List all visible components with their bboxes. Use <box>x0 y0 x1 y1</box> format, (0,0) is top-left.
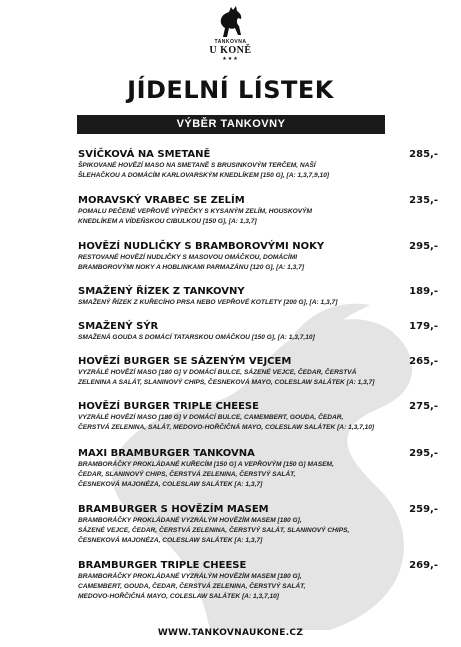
logo-name: U KONĚ <box>209 45 252 56</box>
menu-item-price: 179,- <box>409 321 438 332</box>
menu-item-price: 235,- <box>409 195 438 206</box>
menu-item-description: SMAŽENÝ ŘÍZEK Z KUŘECÍHO PRSA NEBO VEPŘOVÉ KOTLETY [200 G], [A: 1,3,7] <box>78 299 338 306</box>
menu-item-description: BRAMBORÁČKY PROKLÁDANÉ VYZRÁLÝM HOVĚZÍM MASEM [180 G], <box>78 517 302 524</box>
menu-item-description: ŠPIKOVANÉ HOVĚZÍ MASO NA SMETANĚ S BRUSINKOVÝM TERČEM, NAŠÍ <box>78 162 316 169</box>
menu-item-description: BRAMBORÁČKY PROKLÁDANÉ KUŘECÍM [150 G] A VEPŘOVÝM [150 G] MASEM, <box>78 461 334 468</box>
menu-items-list <box>78 148 438 602</box>
menu-item <box>78 285 438 308</box>
menu-item-description: KNEDLÍKEM A VÍDEŇSKOU CIBULKOU [150 G], [A: 1,3,7] <box>78 218 257 225</box>
menu-item-price: 265,- <box>409 356 438 367</box>
menu-item-price: 295,- <box>409 448 438 459</box>
menu-item-name: HOVĚZÍ BURGER TRIPLE CHEESE <box>78 401 259 412</box>
menu-item-name: HOVĚZÍ NUDLIČKY S BRAMBOROVÝMI NOKY <box>78 241 325 252</box>
menu-item-name: HOVĚZÍ BURGER SE SÁZENÝM VEJCEM <box>78 356 292 367</box>
menu-item-name: BRAMBURGER TRIPLE CHEESE <box>78 560 247 571</box>
menu-item-description: VYZRÁLÉ HOVĚZÍ MASO [180 G] V DOMÁCÍ BULCE, SÁZENÉ VEJCE, ČEDAR, ČERSTVÁ <box>78 369 357 376</box>
menu-item-price: 269,- <box>409 560 438 571</box>
menu-item-name: BRAMBURGER S HOVĚZÍM MASEM <box>78 504 269 515</box>
menu-item-description: BRAMBOROVÝMI NOKY A HOBLINKAMI PARMAZÁNU [120 G], [A: 1,3,7] <box>78 264 305 271</box>
menu-item-name: SVÍČKOVÁ NA SMETANĚ <box>78 149 211 160</box>
menu-item-price: 285,- <box>409 149 438 160</box>
menu-item-description: ŠLEHAČKOU A DOMÁCÍM KARLOVARSKÝM KNEDLÍKEM [150 G], [A: 1,3,7,9,10] <box>78 172 330 179</box>
logo-stars: ★★★ <box>222 56 239 62</box>
menu-item-price: 275,- <box>409 401 438 412</box>
menu-item-description: ČERSTVÁ ZELENINA, SALÁT, MEDOVO-HOŘČIČNÁ MAYO, COLESLAW SALÁTEK [A: 1,3,7,10] <box>78 424 375 431</box>
menu-item-description: RESTOVANÉ HOVĚZÍ NUDLIČKY S MASOVOU OMÁČKOU, DOMÁCÍMI <box>78 254 298 261</box>
menu-item <box>78 320 438 343</box>
section-banner: VÝBĚR TANKOVNY <box>77 115 385 134</box>
menu-item-description: POMALU PEČENÉ VEPŘOVÉ VÝPEČKY S KYSANÝM ZELÍM, HOUSKOVÝM <box>78 208 312 215</box>
menu-item-description: SMAŽENÁ GOUDA S DOMÁCÍ TATARSKOU OMÁČKOU [150 G], [A: 1,3,7,10] <box>78 334 315 341</box>
menu-item-description: ČEDAR, SLANINOVÝ CHIPS, ČERSTVÁ ZELENINA, ČERSTVÝ SALÁT, <box>78 471 296 478</box>
menu-item <box>78 503 438 546</box>
menu-item <box>78 194 438 227</box>
menu-item-price: 189,- <box>409 286 438 297</box>
menu-item <box>78 355 438 388</box>
menu-item-description: ZELENINA A SALÁT, SLANINOVÝ CHIPS, ČESNEKOVÁ MAYO, COLESLAW SALÁTEK [A: 1,3,7] <box>78 379 375 386</box>
menu-item <box>78 240 438 273</box>
logo <box>0 4 461 62</box>
menu-item-description: CAMEMBERT, GOUDA, ČEDAR, ČERSTVÁ ZELENINA, ČERSTVÝ SALÁT, <box>78 583 306 590</box>
menu-item-name: MORAVSKÝ VRABEC SE ZELÍM <box>78 195 245 206</box>
website-link[interactable]: WWW.TANKOVNAUKONE.CZ <box>157 628 304 638</box>
menu-item-description: BRAMBORÁČKY PROKLÁDANÉ VYZRÁLÝM HOVĚZÍM MASEM [180 G], <box>78 573 302 580</box>
menu-item-price: 259,- <box>409 504 438 515</box>
menu-item-description: ČESNEKOVÁ MAJONÉZA, COLESLAW SALÁTEK [A: 1,3,7] <box>78 481 263 488</box>
logo-small-text: TANKOVNA <box>214 39 247 45</box>
menu-item-description: MEDOVO-HOŘČIČNÁ MAYO, COLESLAW SALÁTEK [A: 1,3,7,10] <box>78 593 279 600</box>
menu-item-name: SMAŽENÝ SÝR <box>78 321 159 332</box>
menu-item <box>78 400 438 433</box>
menu-item-name: SMAŽENÝ ŘÍZEK Z TANKOVNY <box>78 286 245 297</box>
menu-item-description: SÁZENÉ VEJCE, ČEDAR, ČERSTVÁ ZELENINA, ČERSTVÝ SALÁT, SLANINOVÝ CHIPS, <box>78 527 350 534</box>
menu-item <box>78 447 438 490</box>
menu-item-description: VYZRÁLÉ HOVĚZÍ MASO [180 G] V DOMÁCÍ BULCE, CAMEMBERT, GOUDA, ČEDAR, <box>78 414 344 421</box>
menu-item <box>78 559 438 602</box>
menu-item-name: MAXI BRAMBURGER TANKOVNA <box>78 448 255 459</box>
horse-logo-icon <box>214 4 248 38</box>
menu-item-description: ČESNEKOVÁ MAJONÉZA, COLESLAW SALÁTEK [A: 1,3,7] <box>78 537 263 544</box>
menu-item <box>78 148 438 181</box>
menu-item-price: 295,- <box>409 241 438 252</box>
page-title: JÍDELNÍ LÍSTEK <box>127 76 334 104</box>
